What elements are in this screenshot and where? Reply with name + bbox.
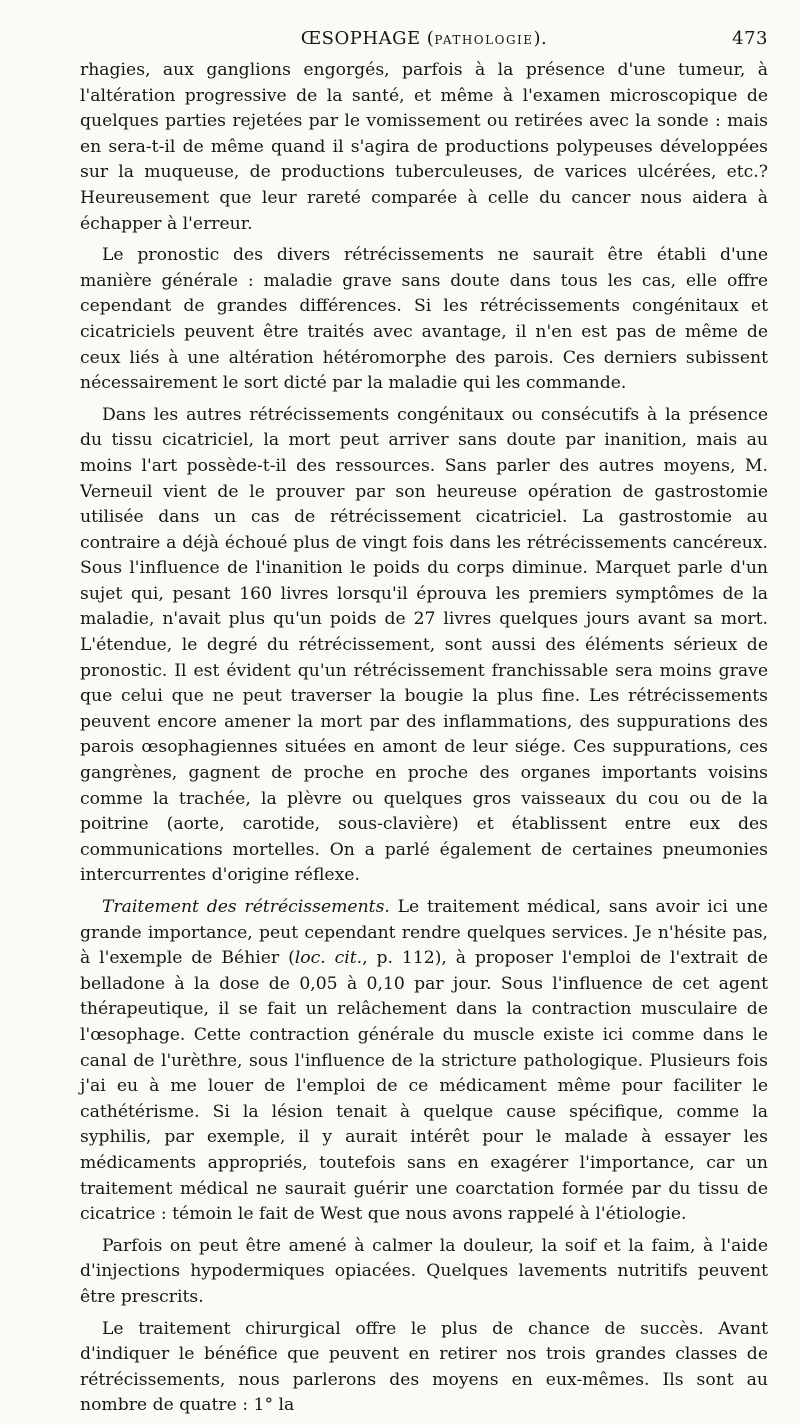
page-body (80, 58, 768, 1419)
section-lead: Traitement des rétrécissements. (102, 897, 390, 917)
paragraph-5: Parfois on peut être amené à calmer la douleur, la soif et la faim, à l'aide d'injections hypodermiques opiacées. Quelques lavements nutritifs peuvent être prescrits. (80, 1235, 768, 1307)
paragraph-4-text-a: Le traitement médical, sans avoir ici une grande importance, peut cependant rendre quelques services. Je n'hésite pas, à l'exemple de Béhier ( (80, 897, 768, 969)
page-number: 473 (732, 28, 768, 49)
paragraph-6: Le traitement chirurgical offre le plus de chance de succès. Avant d'indiquer le bénéfice que peuvent en retirer nos trois grandes classes de rétrécissements, nous parlerons des moyens en eux-mêmes. Ils sont au nombre de quatre : 1° la (80, 1318, 768, 1416)
paragraph-4 (80, 895, 768, 1228)
running-title (80, 28, 768, 49)
title-main: ŒSOPHAGE ( (300, 28, 435, 49)
title-end: ). (533, 28, 548, 49)
paragraph-4-text-b: , p. 112), à proposer l'emploi de l'extrait de belladone à la dose de 0,05 à 0,10 par jour. Sous l'influence de cet agent thérapeutique, il se fait un relâchement dans la contraction musculaire de l'œsophage. Cette contraction générale du muscle existe ici comme dans le canal de l'urèthre, sous l'influence de la stricture pathologique. Plusieurs fois j'ai eu à me louer de l'emploi de ce médicament même pour faciliter le cathétérisme. Si la lésion tenait à quelque cause spécifique, comme la syphilis, par exemple, il y aurait intérêt pour le malade à essayer les médicaments appropriés, toutefois sans en exagérer l'importance, car un traitement médical ne saurait guérir une coarctation formée par du tissu de cicatrice : témoin le fait de West que nous avons rappelé à l'étiologie. (80, 948, 768, 1225)
citation: loc. cit. (294, 948, 363, 969)
paragraph-3: Dans les autres rétrécissements congénitaux ou consécutifs à la présence du tissu cicatriciel, la mort peut arriver sans doute par inanition, mais au moins l'art possède-t-il des ressources. Sans parler des autres moyens, M. Verneuil vient de le prouver par son heureuse opération de gastrostomie utilisée dans un cas de rétrécissement cicatriciel. La gastrostomie au contraire a déjà échoué plus de vingt fois dans les rétrécissements cancéreux. Sous l'influence de l'inanition le poids du corps diminue. Marquet parle d'un sujet qui, pesant 160 livres lorsqu'il éprouva les premiers symptômes de la maladie, n'avait plus qu'un poids de 27 livres quelques jours avant sa mort. L'étendue, le degré du rétrécissement, sont aussi des éléments sérieux de pronostic. Il est évident qu'un rétrécissement franchissable sera moins grave que celui que ne peut traverser la bougie la plus fine. Les rétrécissements peuvent encore amener la mort par des inflammations, des suppurations des parois œsophagiennes situées en amont de leur siége. Ces suppurations, ces gangrènes, gagnent de proche en proche des organes importants voisins comme la trachée, la plèvre ou quelques gros vaisseaux du cou ou de la poitrine (aorte, carotide, sous-clavière) et établissent entre eux des communications mortelles. On a parlé également de certaines pneumonies intercurrentes d'origine réflexe. (80, 404, 768, 886)
book-page (80, 24, 768, 1425)
running-header (80, 24, 768, 54)
paragraph-1: rhagies, aux ganglions engorgés, parfois à la présence d'une tumeur, à l'altération progressive de la santé, et même à l'examen microscopique de quelques parties rejetées par le vomissement ou retirées avec la sonde : mais en sera-t-il de même quand il s'agira de productions polypeuses développées sur la muqueuse, de productions tuberculeuses, de varices ulcérées, etc.? Heureusement que leur rareté comparée à celle du cancer nous aidera à échapper à l'erreur. (80, 60, 768, 234)
title-small-caps: PATHOLOGIE (434, 33, 534, 47)
paragraph-2: Le pronostic des divers rétrécissements ne saurait être établi d'une manière générale : maladie grave sans doute dans tous les cas, elle offre cependant de grandes différences. Si les rétrécissements congénitaux et cicatriciels peuvent être traités avec avantage, il n'en est pas de même de ceux liés à une altération hétéromorphe des parois. Ces derniers subissent nécessairement le sort dicté par la maladie qui les commande. (80, 245, 768, 394)
